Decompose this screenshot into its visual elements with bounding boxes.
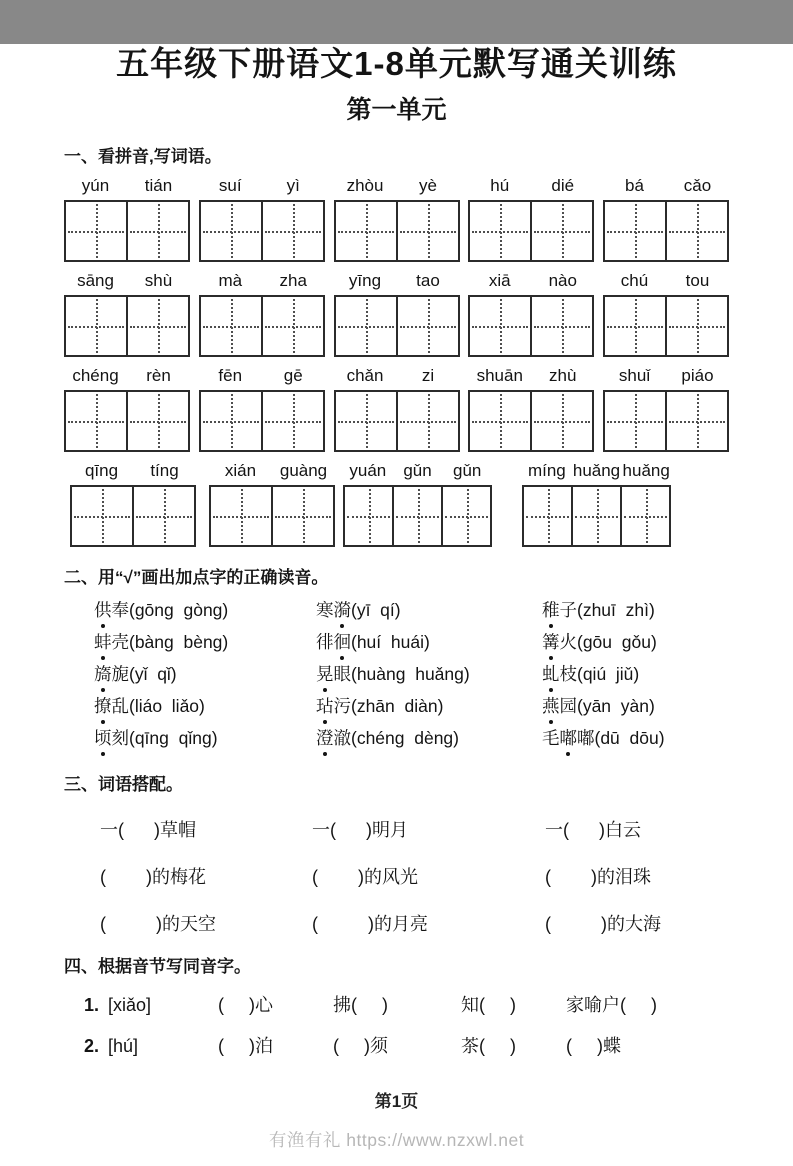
pinyin-options: (qiú jiǔ) [577,664,640,685]
word-suffix: 污 [333,696,351,717]
writing-cell [336,392,398,450]
watermark-text: 有渔有礼 https://www.nzxwl.net [268,1129,525,1150]
pinyin-labels [334,364,460,390]
pinyin-syllable: tíng [150,460,179,480]
homophone-blank: ( )须 [333,1035,388,1056]
pinyin-labels [64,364,190,390]
writing-grid [522,485,671,547]
dotted-char: 漪 [334,597,352,622]
word-suffix: 乱 [111,696,129,717]
pinyin-options: (bàng bèng) [129,632,229,653]
word-prefix: 寒 [316,600,334,621]
section2-heading: 二、用“√”画出加点字的正确读音。 [64,567,329,587]
writing-cell [470,297,532,355]
item-number: 1. [84,994,100,1015]
pinyin-box-group [199,269,325,357]
writing-cell [128,392,188,450]
writing-grid [334,390,460,452]
pinyin-syllable: piáo [681,365,714,385]
pinyin-labels [70,459,196,485]
item-number: 2. [84,1035,100,1056]
pinyin-options: (gōu gǒu) [577,632,657,653]
pronunciation-item [94,725,316,750]
syllable-label: [hú] [108,1035,139,1056]
pinyin-syllable: yuán [349,460,387,480]
dotted-char: 晃 [316,661,334,686]
pinyin-box-group [334,174,460,262]
pinyin-grid-row [64,174,729,262]
pinyin-syllable: yè [419,175,437,195]
writing-grid [64,200,190,262]
dotted-char: 徊 [334,629,352,654]
pinyin-syllable: dié [551,175,575,195]
writing-cell [667,297,727,355]
pinyin-syllable: cǎo [683,175,712,195]
pinyin-box-group [64,364,190,452]
pronunciation-item [94,597,316,622]
matching-row [64,863,729,889]
homophone-blank: 知( ) [461,994,516,1015]
writing-cell [605,202,667,260]
writing-grid [334,295,460,357]
pronunciation-block [64,594,729,754]
writing-cell [605,392,667,450]
writing-grid [468,390,594,452]
phrase-blank: 一( )明月 [312,819,408,840]
homophone-blank: 拂( ) [333,994,388,1015]
word-suffix: 嘟 [577,728,595,749]
writing-cell [605,297,667,355]
writing-grid [603,200,729,262]
writing-cell [667,202,727,260]
pinyin-labels [64,174,190,200]
homophone-blank: 家喻户( ) [566,994,657,1015]
pinyin-labels [334,174,460,200]
writing-cell [201,202,263,260]
pinyin-syllable: gē [283,365,303,385]
pinyin-labels [603,269,729,295]
pinyin-box-group [603,269,729,357]
pinyin-labels [522,459,671,485]
pinyin-box-group [522,459,671,547]
pinyin-syllable: mà [218,270,243,290]
matching-row [64,816,729,842]
dotted-char: 蚌 [94,629,112,654]
writing-cell [201,392,263,450]
pinyin-labels [603,364,729,390]
writing-cell [263,297,323,355]
pinyin-syllable: míng [527,460,566,480]
homophone-row [64,992,729,1018]
pinyin-box-group [334,364,460,452]
writing-cell [345,487,394,545]
pinyin-syllable: bá [625,175,644,195]
writing-cell [398,297,458,355]
word-suffix: 火 [559,632,577,653]
pronunciation-item [542,693,655,718]
writing-cell [443,487,490,545]
dotted-char: 顷 [94,725,112,750]
writing-grid [64,295,190,357]
matching-row [64,910,729,936]
writing-cell [134,487,194,545]
homophone-row [64,1033,729,1059]
pinyin-options: (dū dōu) [594,728,665,749]
writing-cell [263,202,323,260]
writing-grid [468,200,594,262]
dotted-char: 稚 [542,597,560,622]
pinyin-syllable: huǎng [572,460,621,480]
worksheet-content [0,142,793,1059]
pronunciation-item [316,661,542,686]
writing-cell [66,297,128,355]
pinyin-syllable: yì [286,175,300,195]
pinyin-labels [343,459,492,485]
writing-cell [128,297,188,355]
word-prefix: 毛 [542,728,560,749]
pinyin-syllable: huǎng [622,460,670,480]
pinyin-labels [199,364,325,390]
phrase-blank: ( )的月亮 [312,913,428,934]
pronunciation-item [316,725,542,750]
pinyin-syllable: xiā [488,270,511,290]
page-number: 第1页 [374,1091,419,1111]
word-suffix: 园 [559,696,577,717]
pronunciation-item [94,629,316,654]
word-suffix: 子 [559,600,577,621]
phrase-blank: ( )的天空 [100,913,216,934]
pinyin-options: (zhuī zhì) [577,600,655,621]
pinyin-syllable: tián [144,175,173,195]
dotted-char: 撩 [94,693,112,718]
pinyin-labels [468,174,594,200]
writing-cell [524,487,573,545]
section4-heading: 四、根据音节写同音字。 [64,956,251,976]
pinyin-options: (qīng qǐng) [129,728,218,749]
pinyin-options: (yān yàn) [577,696,655,717]
pinyin-syllable: shuǐ [618,365,651,385]
pinyin-options: (huí huái) [351,632,430,653]
pinyin-box-group [603,364,729,452]
pinyin-box-group [64,269,190,357]
pinyin-grid-row [64,269,729,357]
pinyin-options: (huàng huǎng) [351,664,470,685]
phrase-blank: 一( )白云 [545,819,641,840]
phrase-blank: ( )的大海 [545,913,661,934]
pinyin-box-group [468,364,594,452]
pinyin-options: (gōng gòng) [129,600,229,621]
syllable-label: [xiǎo] [108,994,152,1015]
pinyin-syllable: gǔn [452,460,482,480]
writing-cell [336,297,398,355]
writing-grid [199,295,325,357]
writing-grid [70,485,196,547]
word-suffix: 旎 [111,664,129,685]
phrase-blank: 一( )草帽 [100,819,196,840]
writing-grid [603,295,729,357]
pronunciation-item [316,693,542,718]
pinyin-grid-row [64,459,729,547]
writing-cell [532,297,592,355]
word-prefix: 徘 [316,632,334,653]
dotted-char: 玷 [316,693,334,718]
pinyin-syllable: zhòu [346,175,384,195]
pronunciation-row [64,690,729,722]
pinyin-box-group [334,269,460,357]
section3-heading: 三、词语搭配。 [64,774,183,794]
pinyin-syllable: shuān [476,365,523,385]
dotted-char: 燕 [542,693,560,718]
dotted-char: 篝 [542,629,560,654]
phrase-blank: ( )的泪珠 [545,866,651,887]
dotted-char: 虬 [542,661,560,686]
pronunciation-item [542,725,665,750]
pinyin-box-group [209,459,335,547]
pronunciation-item [94,693,316,718]
worksheet-page [0,44,793,1166]
pinyin-syllable: zi [421,365,435,385]
pinyin-box-group [468,174,594,262]
pronunciation-item [316,597,542,622]
homophone-blank: ( )泊 [218,1035,273,1056]
dotted-char: 澄 [316,725,334,750]
pinyin-labels [468,269,594,295]
word-suffix: 眼 [333,664,351,685]
writing-cell [128,202,188,260]
pinyin-syllable: yún [81,175,110,195]
writing-cell [263,392,323,450]
pronunciation-item [94,661,316,686]
writing-grid [199,390,325,452]
pinyin-options: (yǐ qǐ) [129,664,177,685]
writing-cell [211,487,273,545]
pinyin-syllable: suí [218,175,242,195]
writing-grid [209,485,335,547]
pinyin-syllable: zhù [549,365,577,385]
homophone-blank: ( )心 [218,994,273,1015]
pinyin-box-group [468,269,594,357]
homophone-blank: ( )蝶 [566,1035,621,1056]
pinyin-syllable: sāng [77,270,114,290]
writing-cell [394,487,443,545]
writing-grid [334,200,460,262]
writing-grid [603,390,729,452]
section1-heading: 一、看拼音,写词语。 [64,146,222,166]
pinyin-box-group [199,364,325,452]
pronunciation-row [64,626,729,658]
phrase-blank: ( )的梅花 [100,866,206,887]
writing-cell [532,202,592,260]
pinyin-syllable: guàng [279,460,328,480]
word-suffix: 枝 [559,664,577,685]
pinyin-labels [334,269,460,295]
pronunciation-item [542,629,657,654]
pinyin-labels [603,174,729,200]
pinyin-syllable: tao [416,270,440,290]
writing-grid [343,485,492,547]
writing-cell [201,297,263,355]
pronunciation-row [64,658,729,690]
pinyin-syllable: chǎn [346,365,384,385]
homophone-blank: 茶( ) [461,1035,516,1056]
writing-cell [573,487,622,545]
pronunciation-item [542,661,639,686]
word-suffix: 奉 [111,600,129,621]
word-suffix: 壳 [111,632,129,653]
pinyin-syllable: gǔn [403,460,432,480]
dotted-char: 嘟 [560,725,578,750]
writing-cell [622,487,669,545]
pronunciation-row [64,594,729,626]
writing-cell [532,392,592,450]
pinyin-options: (yī qí) [351,600,401,621]
pinyin-syllable: nào [548,270,577,290]
pronunciation-item [542,597,655,622]
writing-cell [667,392,727,450]
word-suffix: 澈 [333,728,351,749]
writing-grid [64,390,190,452]
pinyin-labels [209,459,335,485]
pinyin-grid-row [64,364,729,452]
pronunciation-item [316,629,542,654]
writing-cell [66,202,128,260]
pinyin-syllable: chú [620,270,649,290]
pinyin-labels [468,364,594,390]
pinyin-syllable: yīng [348,270,382,290]
unit-subtitle: 第一单元 [346,95,447,124]
pinyin-syllable: shù [144,270,173,290]
pinyin-options: (liáo liǎo) [129,696,205,717]
pinyin-syllable: qīng [84,460,119,480]
pinyin-syllable: xián [224,460,257,480]
pinyin-options: (zhān diàn) [351,696,444,717]
page-title: 五年级下册语文1-8单元默写通关训练 [116,45,677,82]
writing-cell [398,202,458,260]
word-suffix: 刻 [111,728,129,749]
writing-cell [273,487,333,545]
pronunciation-row [64,722,729,754]
pinyin-syllable: zha [279,270,307,290]
phrase-blank: ( )的风光 [312,866,418,887]
pinyin-box-group [199,174,325,262]
pinyin-box-group [343,459,492,547]
pinyin-box-group [64,174,190,262]
pinyin-syllable: rèn [146,365,171,385]
writing-cell [398,392,458,450]
pinyin-box-group [603,174,729,262]
writing-cell [470,202,532,260]
writing-cell [72,487,134,545]
pinyin-box-group [70,459,196,547]
writing-cell [66,392,128,450]
writing-grid [468,295,594,357]
pinyin-labels [199,269,325,295]
pinyin-syllable: fēn [218,365,243,385]
dotted-char: 旖 [94,661,112,686]
pinyin-labels [199,174,325,200]
writing-cell [336,202,398,260]
pinyin-labels [64,269,190,295]
pinyin-syllable: chéng [72,365,119,385]
dotted-char: 供 [94,597,112,622]
pinyin-syllable: hú [490,175,510,195]
writing-grid [199,200,325,262]
writing-cell [470,392,532,450]
pinyin-syllable: tou [685,270,710,290]
pinyin-options: (chéng dèng) [351,728,459,749]
